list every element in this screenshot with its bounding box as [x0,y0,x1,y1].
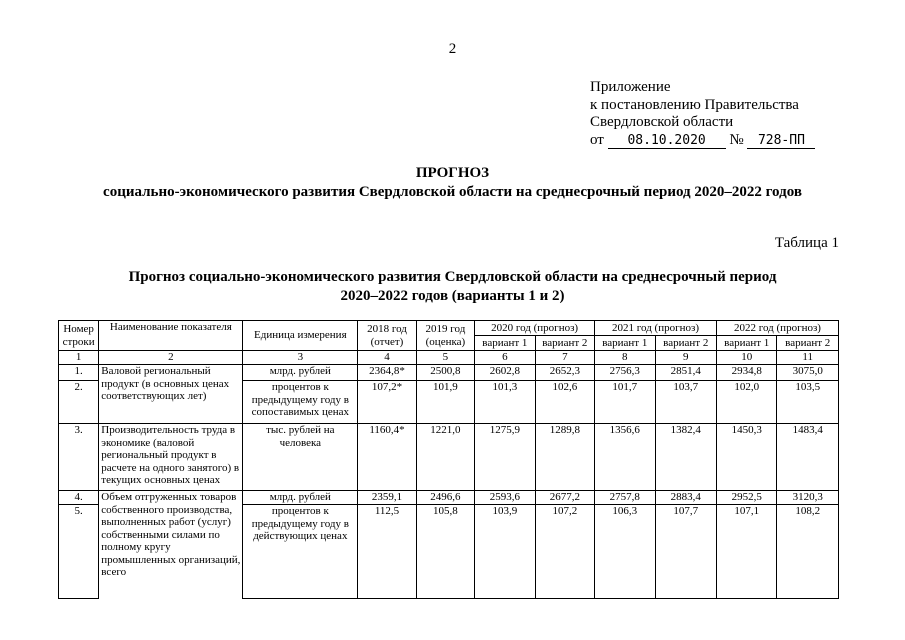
row-number: 2. [59,381,99,424]
header-2020: 2020 год (прогноз) [475,321,595,336]
column-number: 5 [416,351,474,365]
value-cell: 108,2 [777,505,839,599]
header-2018: 2018 год (отчет) [358,321,416,351]
column-number: 7 [535,351,594,365]
unit-cell: тыс. рублей на человека [243,424,358,491]
value-cell: 2364,8* [358,365,416,381]
header-2022: 2022 год (прогноз) [717,321,839,336]
value-cell: 2593,6 [475,491,535,505]
column-number: 6 [475,351,535,365]
header-indicator: Наименование показателя [99,321,243,351]
value-cell: 2677,2 [535,491,594,505]
header-unit: Единица измерения [243,321,358,351]
value-cell: 1221,0 [416,424,474,491]
header-2019: 2019 год (оценка) [416,321,474,351]
value-cell: 2934,8 [717,365,777,381]
table-row [59,424,839,491]
unit-cell: процентов к предыдущему году в действующих ценах [243,505,358,599]
value-cell: 102,6 [535,381,594,424]
column-number: 10 [717,351,777,365]
header-2022-variant-2: вариант 2 [777,336,839,351]
decree-number: 728-ПП [747,133,815,149]
value-cell: 2652,3 [535,365,594,381]
value-cell: 2500,8 [416,365,474,381]
value-cell: 107,7 [655,505,716,599]
header-2022-variant-1: вариант 1 [717,336,777,351]
appendix-line-2: к постановлению Правительства [590,96,799,113]
indicator-name: Производительность труда в экономике (валовой региональный продукт в расчете на одного занятого) в текущих основных ценах [99,424,243,491]
header-2021: 2021 год (прогноз) [595,321,717,336]
value-cell: 106,3 [595,505,655,599]
unit-cell: млрд. рублей [243,365,358,381]
column-number: 2 [99,351,243,365]
table-title-line-1: Прогноз социально-экономического развития Свердловской области на среднесрочный период [128,269,777,285]
indicator-name: Валовой региональный продукт (в основных ценах соответствующих лет) [99,365,243,424]
row-number: 1. [59,365,99,381]
date-prefix: от [590,131,604,148]
appendix-line-3: Свердловской области [590,114,734,130]
header-row-number: Номер строки [59,321,99,351]
number-prefix: № [729,131,744,148]
value-cell: 1160,4* [358,424,416,491]
value-cell: 2359,1 [358,491,416,505]
row-number: 3. [59,424,99,491]
forecast-table [58,320,839,599]
row-number: 4. [59,491,99,505]
value-cell: 103,9 [475,505,535,599]
column-number: 11 [777,351,839,365]
value-cell: 101,9 [416,381,474,424]
column-number: 9 [655,351,716,365]
indicator-name: Объем отгруженных товаров собственного производства, выполненных работ (услуг) собственными силами по полному кругу промышленных организаций, всего [99,491,243,599]
value-cell: 2602,8 [475,365,535,381]
value-cell: 1289,8 [535,424,594,491]
value-cell: 101,3 [475,381,535,424]
value-cell: 107,2 [535,505,594,599]
value-cell: 1382,4 [655,424,716,491]
value-cell: 3120,3 [777,491,839,505]
value-cell: 1450,3 [717,424,777,491]
unit-cell: млрд. рублей [243,491,358,505]
column-number: 4 [358,351,416,365]
value-cell: 101,7 [595,381,655,424]
document-title: ПРОГНОЗ [415,165,490,181]
decree-date: 08.10.2020 [608,133,726,149]
table-label: Таблица 1 [774,235,839,251]
column-number: 1 [59,351,99,365]
appendix-line-1: Приложение [590,79,671,95]
header-2020-variant-2: вариант 2 [535,336,594,351]
value-cell: 105,8 [416,505,474,599]
value-cell: 107,1 [717,505,777,599]
row-number: 5. [59,505,99,599]
value-cell: 1483,4 [777,424,839,491]
value-cell: 103,7 [655,381,716,424]
value-cell: 107,2* [358,381,416,424]
header-2021-variant-2: вариант 2 [655,336,716,351]
value-cell: 2851,4 [655,365,716,381]
value-cell: 112,5 [358,505,416,599]
value-cell: 102,0 [717,381,777,424]
value-cell: 2496,6 [416,491,474,505]
column-number: 8 [595,351,655,365]
table-row [59,365,839,381]
value-cell: 2952,5 [717,491,777,505]
document-subtitle: социально-экономического развития Свердловской области на среднесрочный период 2020–2022 годов [103,184,802,200]
appendix-block [590,79,815,149]
table-title-line-2: 2020–2022 годов (варианты 1 и 2) [340,288,565,304]
value-cell: 3075,0 [777,365,839,381]
value-cell: 2883,4 [655,491,716,505]
page-number: 2 [448,41,457,57]
header-2020-variant-1: вариант 1 [475,336,535,351]
header-2021-variant-1: вариант 1 [595,336,655,351]
value-cell: 2757,8 [595,491,655,505]
value-cell: 2756,3 [595,365,655,381]
table-row [59,491,839,505]
value-cell: 1356,6 [595,424,655,491]
appendix-date-line [590,132,815,150]
unit-cell: процентов к предыдущему году в сопоставимых ценах [243,381,358,424]
value-cell: 103,5 [777,381,839,424]
value-cell: 1275,9 [475,424,535,491]
column-number: 3 [243,351,358,365]
